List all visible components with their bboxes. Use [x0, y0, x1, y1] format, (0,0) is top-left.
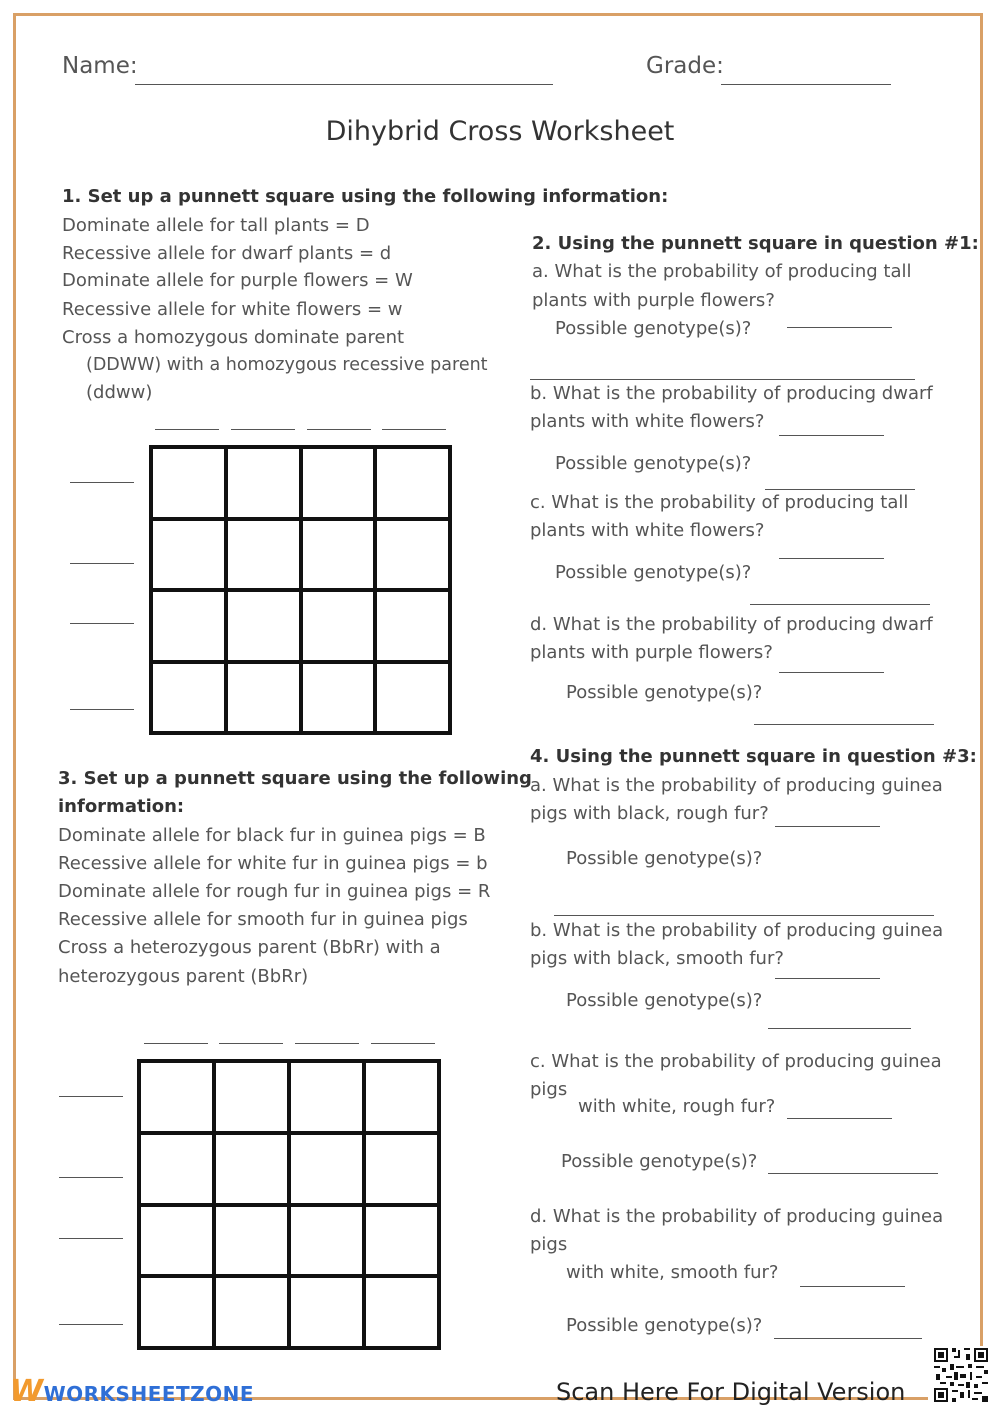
genotype-label: Possible genotype(s)? [566, 1315, 763, 1336]
q2a-text: a. What is the probability of producing tall [532, 261, 912, 282]
name-field[interactable] [135, 84, 553, 85]
q1-line: (ddww) [86, 382, 153, 403]
q3-heading: 3. Set up a punnett square using the following [58, 768, 532, 789]
punnett-cell[interactable] [375, 590, 450, 662]
name-label: Name: [62, 53, 138, 79]
genotype-label: Possible genotype(s)? [566, 682, 763, 703]
answer-blank[interactable] [765, 489, 915, 490]
allele-blank[interactable] [59, 1324, 123, 1325]
q4a-text: pigs with black, rough fur? [530, 803, 769, 824]
punnett-cell[interactable] [301, 447, 376, 519]
q3-line: Dominate allele for rough fur in guinea pigs = R [58, 881, 491, 902]
q4c-text: pigs [530, 1079, 568, 1100]
punnett-cell[interactable] [289, 1133, 364, 1205]
answer-blank[interactable] [775, 826, 880, 827]
q1-line: Recessive allele for white flowers = w [62, 299, 403, 320]
logo-text: WORKSHEETZONE [43, 1382, 255, 1406]
q4a-text: a. What is the probability of producing guinea [530, 775, 943, 796]
allele-blank[interactable] [70, 482, 134, 483]
answer-blank[interactable] [787, 1118, 892, 1119]
punnett-cell[interactable] [289, 1061, 364, 1133]
q1-line: Dominate allele for tall plants = D [62, 215, 370, 236]
allele-blank[interactable] [231, 429, 295, 430]
answer-blank[interactable] [775, 978, 880, 979]
punnett-cell[interactable] [151, 519, 226, 591]
scan-caption: Scan Here For Digital Version [556, 1378, 906, 1406]
allele-blank[interactable] [70, 623, 134, 624]
punnett-cell[interactable] [139, 1276, 214, 1348]
punnett-cell[interactable] [289, 1205, 364, 1277]
allele-blank[interactable] [295, 1043, 359, 1044]
q4-heading: 4. Using the punnett square in question #3: [530, 746, 977, 767]
answer-blank[interactable] [779, 435, 884, 436]
q1-line: Cross a homozygous dominate parent [62, 327, 405, 348]
answer-blank[interactable] [779, 558, 884, 559]
grade-field[interactable] [721, 84, 891, 85]
genotype-label: Possible genotype(s)? [555, 562, 752, 583]
worksheetzone-logo [10, 1374, 254, 1409]
punnett-cell[interactable] [139, 1061, 214, 1133]
q2a-text: plants with purple flowers? [532, 290, 775, 311]
answer-blank[interactable] [768, 1028, 911, 1029]
answer-blank[interactable] [530, 379, 915, 380]
q2-heading: 2. Using the punnett square in question #1: [532, 233, 979, 254]
q2b-text: b. What is the probability of producing dwarf [530, 383, 933, 404]
punnett-cell[interactable] [226, 662, 301, 734]
punnett-cell[interactable] [375, 662, 450, 734]
allele-blank[interactable] [59, 1177, 123, 1178]
allele-blank[interactable] [155, 429, 219, 430]
q1-line: Recessive allele for dwarf plants = d [62, 243, 392, 264]
punnett-square-2 [137, 1059, 441, 1350]
punnett-cell[interactable] [301, 662, 376, 734]
answer-blank[interactable] [768, 1173, 938, 1174]
punnett-cell[interactable] [289, 1276, 364, 1348]
punnett-cell[interactable] [375, 447, 450, 519]
q2c-text: c. What is the probability of producing tall [530, 492, 909, 513]
punnett-cell[interactable] [364, 1061, 439, 1133]
punnett-cell[interactable] [226, 590, 301, 662]
allele-blank[interactable] [371, 1043, 435, 1044]
punnett-cell[interactable] [301, 590, 376, 662]
punnett-cell[interactable] [214, 1205, 289, 1277]
answer-blank[interactable] [787, 327, 892, 328]
q3-line: Cross a heterozygous parent (BbRr) with a [58, 937, 441, 958]
q4d-text: pigs [530, 1234, 568, 1255]
punnett-cell[interactable] [301, 519, 376, 591]
q1-line: (DDWW) with a homozygous recessive parent [86, 355, 488, 375]
genotype-label: Possible genotype(s)? [555, 318, 752, 339]
q2d-text: d. What is the probability of producing dwarf [530, 614, 933, 635]
q1-line: Dominate allele for purple flowers = W [62, 270, 413, 291]
punnett-cell[interactable] [151, 590, 226, 662]
punnett-cell[interactable] [364, 1205, 439, 1277]
punnett-cell[interactable] [364, 1276, 439, 1348]
punnett-cell[interactable] [226, 519, 301, 591]
q2d-text: plants with purple flowers? [530, 642, 773, 663]
q3-line: Recessive allele for white fur in guinea pigs = b [58, 853, 488, 874]
answer-blank[interactable] [774, 1338, 922, 1339]
punnett-cell[interactable] [151, 447, 226, 519]
allele-blank[interactable] [144, 1043, 208, 1044]
punnett-cell[interactable] [139, 1205, 214, 1277]
punnett-cell[interactable] [139, 1133, 214, 1205]
grade-label: Grade: [646, 53, 724, 79]
allele-blank[interactable] [307, 429, 371, 430]
logo-mark: W [10, 1374, 44, 1409]
allele-blank[interactable] [382, 429, 446, 430]
qr-code-icon[interactable] [932, 1346, 990, 1404]
punnett-cell[interactable] [214, 1276, 289, 1348]
q3-line: Recessive allele for smooth fur in guinea pigs [58, 909, 468, 930]
genotype-label: Possible genotype(s)? [566, 990, 763, 1011]
q4b-text: pigs with black, smooth fur? [530, 948, 784, 969]
allele-blank[interactable] [59, 1096, 123, 1097]
genotype-label: Possible genotype(s)? [555, 453, 752, 474]
allele-blank[interactable] [219, 1043, 283, 1044]
q1-heading: 1. Set up a punnett square using the following information: [62, 186, 669, 207]
allele-blank[interactable] [70, 563, 134, 564]
genotype-label: Possible genotype(s)? [561, 1151, 758, 1172]
punnett-cell[interactable] [214, 1133, 289, 1205]
q4b-text: b. What is the probability of producing guinea [530, 920, 944, 941]
q3-heading: information: [58, 796, 185, 817]
q4c-text: c. What is the probability of producing guinea [530, 1051, 942, 1072]
answer-blank[interactable] [750, 604, 930, 605]
q4c-text: with white, rough fur? [578, 1096, 776, 1117]
q3-line: heterozygous parent (BbRr) [58, 966, 309, 987]
q3-line: Dominate allele for black fur in guinea pigs = B [58, 825, 486, 846]
allele-blank[interactable] [70, 709, 134, 710]
answer-blank[interactable] [754, 724, 934, 725]
punnett-cell[interactable] [151, 662, 226, 734]
answer-blank[interactable] [554, 915, 934, 916]
punnett-cell[interactable] [214, 1061, 289, 1133]
q2c-text: plants with white flowers? [530, 520, 765, 541]
q4d-text: with white, smooth fur? [566, 1262, 779, 1283]
punnett-cell[interactable] [226, 447, 301, 519]
allele-blank[interactable] [59, 1238, 123, 1239]
genotype-label: Possible genotype(s)? [566, 848, 763, 869]
punnett-cell[interactable] [364, 1133, 439, 1205]
answer-blank[interactable] [800, 1286, 905, 1287]
answer-blank[interactable] [779, 672, 884, 673]
punnett-cell[interactable] [375, 519, 450, 591]
q2b-text: plants with white flowers? [530, 411, 765, 432]
punnett-square-1 [149, 445, 452, 735]
q4d-text: d. What is the probability of producing guinea [530, 1206, 944, 1227]
page-title: Dihybrid Cross Worksheet [325, 116, 675, 147]
